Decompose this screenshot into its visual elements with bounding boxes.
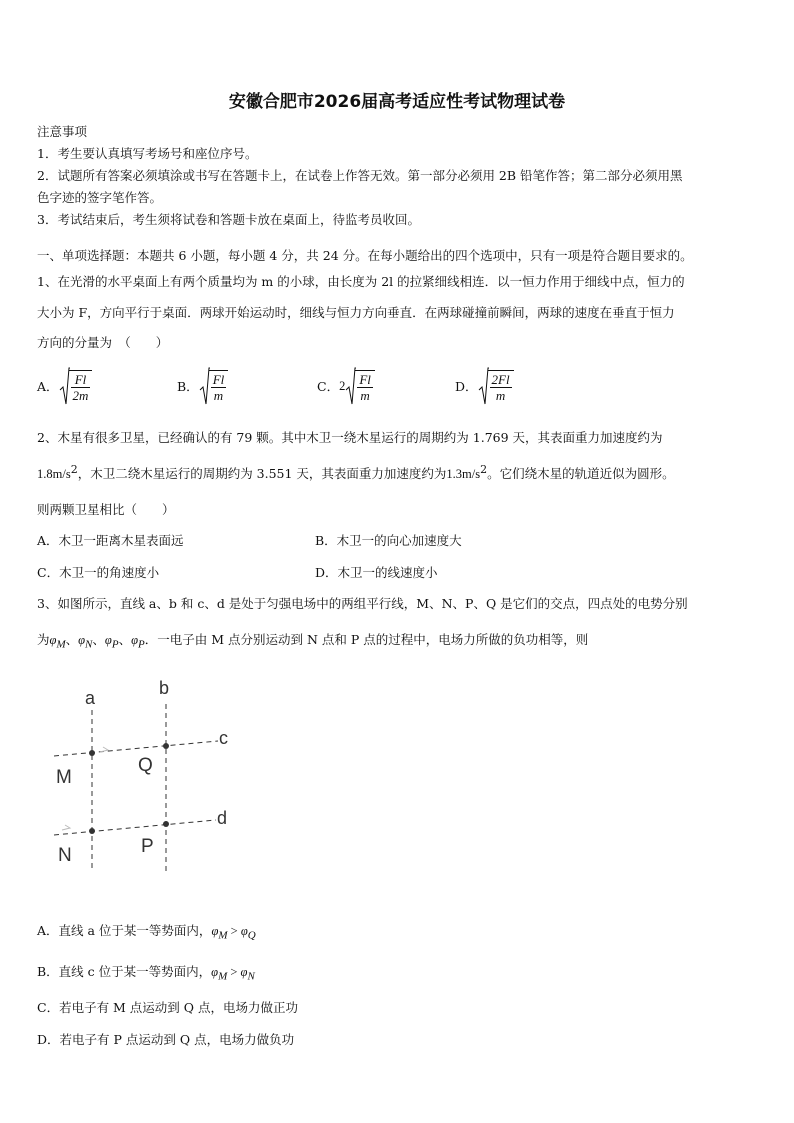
q3-line-2 [37,630,588,651]
point-m [89,750,95,756]
notice-item-2: 2．试题所有答案必须填涂或书写在答题卡上，在试卷上作答无效。第一部分必须用 2B 铅笔作答；第二部分必须用黑 [37,168,683,183]
separator: 、 [118,632,132,647]
phi-expression: $\varphi_M > \varphi_Q$ [211,924,256,942]
option-label: D． [455,379,478,394]
separator: 、 [92,632,105,647]
page-title: 安徽合肥市2026届高考适应性考试物理试卷 [228,92,566,112]
option-label: B． [177,379,199,394]
q2-line-2-end: 。它们绕木星的轨道近似为圆形。 [487,466,675,482]
q1-line-1: 1、在光滑的水平桌面上有两个质量均为 m 的小球，由长度为 2l 的拉紧细线相连．以一恒力作用于细线中点，恒力的 [37,274,685,289]
q1-line-2: 大小为 F，方向平行于桌面．两球开始运动时，细线与恒力方向垂直．在两球碰撞前瞬间，两球的速度在垂直于恒力 [37,305,675,320]
label-c: c [219,728,228,748]
point-q [163,743,169,749]
fraction-numerator: Fl [212,371,225,387]
q1-option-a[interactable] [37,366,92,406]
label-a: a [85,688,96,708]
label-q: Q [138,755,153,776]
phi-p-2: $\varphi_P$ [131,633,145,651]
fraction-numerator: 2Fl [491,371,510,387]
q3-line-1: 3、如图所示，直线 a、b 和 c、d 是处于匀强电场中的两组平行线，M、N、P、Q 是它们的交点，四点处的电势分别 [37,596,688,611]
notice-item-1: 1．考生要认真填写考场号和座位序号。 [37,146,258,161]
sqrt-expression [59,366,93,406]
option-label: A． [37,379,59,394]
q1-line-3: 方向的分量为 （ ） [37,335,169,350]
point-n [89,828,95,834]
q2-option-b[interactable]: B．木卫一的向心加速度大 [315,533,462,548]
label-p: P [141,836,154,857]
q3-option-d[interactable]: D．若电子有 P 点运动到 Q 点，电场力做负功 [37,1032,295,1047]
arrow-icon [62,825,70,830]
arrow-icon [100,747,108,752]
notice-item-2-cont: 色字迹的签字笔作答。 [37,190,163,205]
exponent: 2 [70,463,78,476]
option-label: C． [317,379,340,394]
q3-line-2-post: ．一电子由 M 点分别运动到 N 点和 P 点的过程中，电场力所做的负功相等，则 [144,632,589,647]
coefficient: 2 [339,378,346,393]
q2-line-1: 2、木星有很多卫星，已经确认的有 79 颗。其中木卫一绕木星运行的周期约为 1.769 天，其表面重力加速度约为 [37,430,663,445]
fraction-numerator: Fl [359,371,371,387]
sqrt-expression [199,366,229,406]
accel-value-2: 1.3m/s [446,467,481,482]
label-n: N [58,845,72,866]
q3-option-c[interactable]: C．若电子有 M 点运动到 Q 点，电场力做正功 [37,1000,299,1015]
fraction-denominator: m [360,387,370,403]
exponent: 2 [480,463,488,476]
line-d [54,820,216,835]
q2-line-2 [37,463,675,482]
accel-value-1: 1.8m/s [37,467,71,482]
section-heading: 一、单项选择题：本题共 6 小题，每小题 4 分，共 24 分。在每小题给出的四个选项中，只有一项是符合题目要求的。 [37,248,693,263]
phi-p: $\varphi_P$ [104,633,119,651]
phi-m: $\varphi_M$ [49,633,66,651]
option-text: B．直线 c 位于某一等势面内， [37,964,212,979]
fraction-numerator: Fl [71,372,91,388]
sqrt-expression [478,366,514,406]
label-d: d [217,808,228,828]
option-text: A．直线 a 位于某一等势面内， [37,923,212,938]
point-p [163,821,169,827]
phi-n: $\varphi_N$ [78,633,93,651]
fraction-denominator: m [213,387,224,403]
label-m: M [56,767,72,788]
notice-item-3: 3．考试结束后，考生须将试卷和答题卡放在桌面上，待监考员收回。 [37,212,420,227]
q3-figure [40,672,250,884]
q2-option-c[interactable]: C．木卫一的角速度小 [37,565,160,580]
line-c [54,741,218,756]
q2-line-3: 则两颗卫星相比（ ） [37,502,175,517]
phi-expression: $\varphi_M > \varphi_N$ [211,965,255,983]
q2-option-a[interactable]: A．木卫一距离木星表面远 [37,533,184,548]
q1-option-b[interactable] [177,366,228,406]
q3-option-a[interactable] [37,921,256,942]
q2-line-2-mid: ，木卫二绕木星运行的周期约为 3.551 天，其表面重力加速度约为 [77,466,447,482]
separator: 、 [65,632,79,647]
q2-option-d[interactable]: D．木卫一的线速度小 [315,565,438,580]
q3-line-2-pre: 为 [37,632,50,647]
q1-option-c[interactable] [317,366,375,406]
fraction-denominator: 2m [72,387,89,403]
notice-heading: 注意事项 [37,124,88,139]
fraction-denominator: m [495,387,506,403]
q3-option-b[interactable] [37,962,255,983]
sqrt-expression [345,366,375,406]
label-b: b [159,678,170,698]
q1-option-d[interactable] [455,366,514,406]
